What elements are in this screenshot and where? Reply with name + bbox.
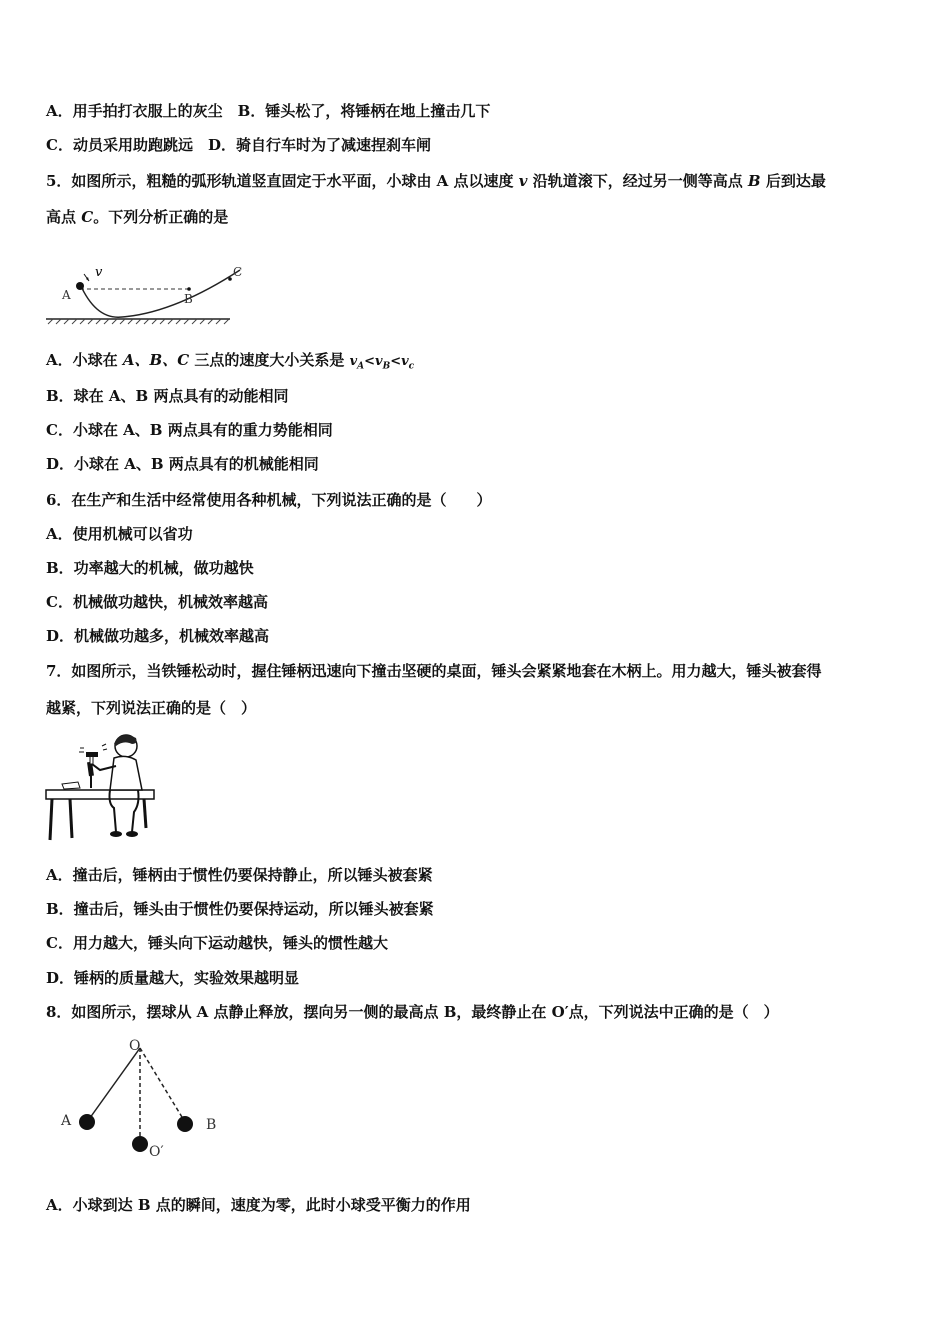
q7-stem-line2: 越紧，下列说法正确的是（ ） — [46, 699, 257, 717]
q5-stem-line2: 高点 C。下列分析正确的是 — [46, 208, 229, 226]
q5-option-d: D．小球在 A、B 两点具有的机械能相同 — [46, 455, 319, 473]
q7-option-a: A．撞击后，锤柄由于惯性仍要保持静止，所以锤头被套紧 — [46, 866, 433, 884]
q8-label-o: O — [129, 1038, 141, 1054]
q8-ball-o-prime — [132, 1136, 148, 1152]
q5-label-a: A — [62, 288, 71, 302]
q5-track-curve — [80, 270, 240, 317]
q8-pendulum-figure — [52, 1034, 232, 1164]
q8-label-a: A — [61, 1113, 72, 1129]
q4-options-cd: C．动员采用助跑跳远 D．骑自行车时为了减速捏刹车闸 — [46, 136, 431, 154]
q5-label-b: B — [184, 292, 193, 306]
q7-hammer-figure — [44, 732, 160, 844]
q7-option-b: B．撞击后，锤头由于惯性仍要保持运动，所以锤头被套紧 — [46, 900, 434, 918]
q8-label-o-prime: O′ — [149, 1144, 164, 1160]
q7-option-c: C．用力越大，锤头向下运动越快，锤头的惯性越大 — [46, 934, 388, 952]
q8-ball-a — [79, 1114, 95, 1130]
q8-string-b — [140, 1048, 185, 1122]
q6-option-d: D．机械做功越多，机械效率越高 — [46, 627, 270, 645]
q7-stem-line1: 7．如图所示，当铁锤松动时，握住锤柄迅速向下撞击坚硬的桌面，锤头会紧紧地套在木柄上。用力越大，锤头被套得 — [46, 662, 822, 680]
q5-track-figure — [44, 258, 254, 328]
q5-speed-relation: $v_A<v_B<v_c$ — [349, 354, 415, 372]
q5-ball — [76, 282, 84, 290]
q4-options-ab: A．用手拍打衣服上的灰尘 B．锤头松了，将锤柄在地上撞击几下 — [46, 102, 491, 120]
q6-stem: 6．在生产和生活中经常使用各种机械，下列说法正确的是（ ） — [46, 491, 492, 509]
q5-label-v: v — [95, 265, 103, 280]
q5-label-c: C — [233, 265, 243, 279]
q8-label-b: B — [206, 1117, 217, 1133]
q6-option-b: B．功率越大的机械，做功越快 — [46, 559, 254, 577]
q6-option-a: A．使用机械可以省功 — [46, 525, 193, 543]
q5-stem-line1: 5．如图所示，粗糙的弧形轨道竖直固定于水平面，小球由 A 点以速度 v 沿轨道滚下，经过另一侧等高点 B 后到达最 — [46, 172, 826, 190]
q7-option-d: D．锤柄的质量越大，实验效果越明显 — [46, 969, 300, 987]
q8-stem: 8．如图所示，摆球从 A 点静止释放，摆向另一侧的最高点 B，最终静止在 O′点，下列说法中正确的是（ ） — [46, 1003, 779, 1021]
q8-option-a: A．小球到达 B 点的瞬间，速度为零，此时小球受平衡力的作用 — [46, 1196, 471, 1214]
q8-string-a — [87, 1048, 140, 1122]
q5-option-a: A．小球在 A、B、C 三点的速度大小关系是 $v_A<v_B<v_c$ — [46, 351, 415, 372]
q6-option-c: C．机械做功越快，机械效率越高 — [46, 593, 268, 611]
q8-ball-b — [177, 1116, 193, 1132]
q5-option-b: B．球在 A、B 两点具有的动能相同 — [46, 387, 289, 405]
q5-option-c: C．小球在 A、B 两点具有的重力势能相同 — [46, 421, 333, 439]
